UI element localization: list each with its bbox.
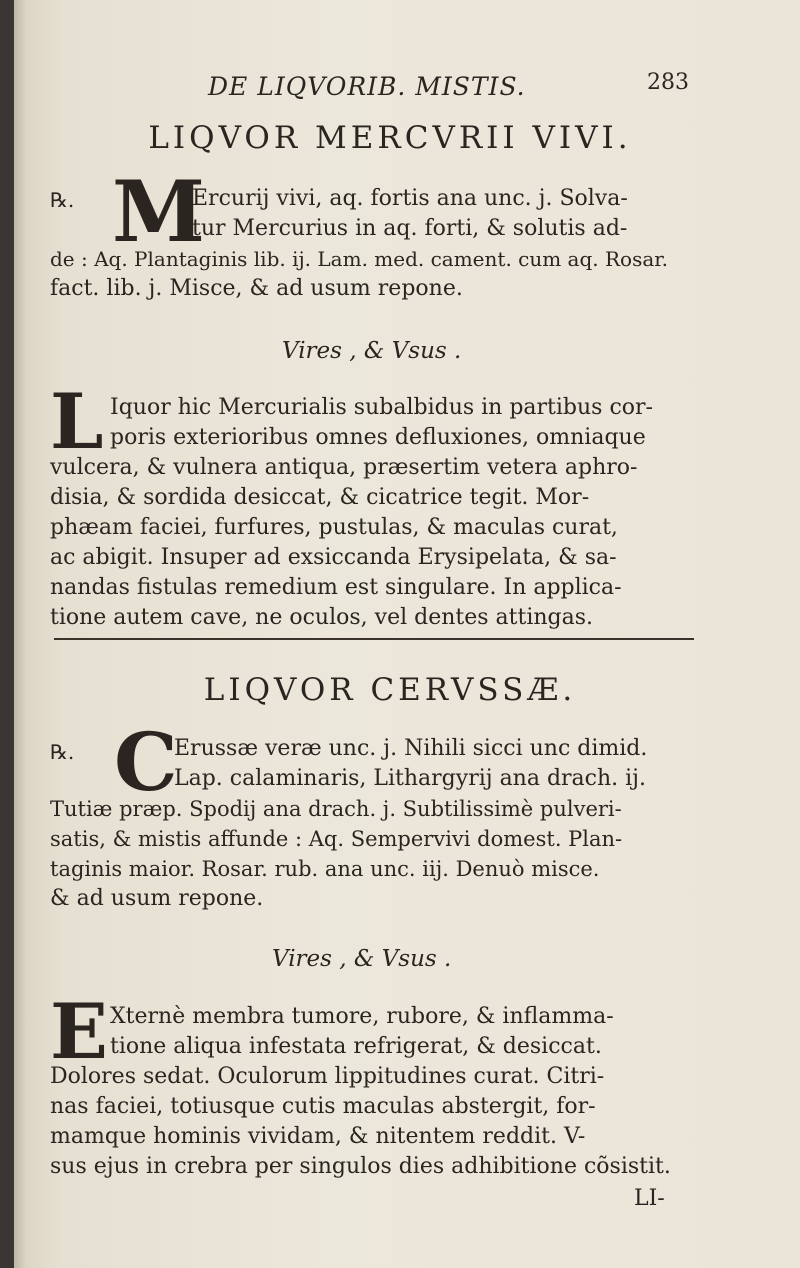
recipe-line-3: de : Aq. Plantaginis lib. ij. Lam. med. cament. cum aq. Rosar. bbox=[50, 247, 669, 271]
running-head bbox=[204, 66, 704, 100]
recipe-line-4: satis, & mistis affunde : Aq. Sempervivi domest. Plan- bbox=[50, 827, 623, 851]
section-divider bbox=[54, 638, 694, 640]
drop-capital-c: C bbox=[114, 715, 178, 809]
running-title: DE LIQVORIB. MISTIS. bbox=[208, 72, 526, 101]
drop-capital-l: L bbox=[50, 377, 104, 466]
section-title-mercurii: LIQVOR MERCVRII VIVI. bbox=[148, 120, 632, 156]
recipe-symbol: ℞. bbox=[50, 740, 75, 764]
vires-line-8: tione autem cave, ne oculos, vel dentes attingas. bbox=[50, 605, 594, 630]
recipe-symbol: ℞. bbox=[50, 188, 75, 212]
book-page bbox=[14, 0, 800, 1268]
recipe-line-1: Ercurij vivi, aq. fortis ana unc. j. Solva- bbox=[192, 186, 628, 211]
vires-line-6: ac abigit. Insuper ad exsiccanda Erysipelata, & sa- bbox=[50, 545, 617, 570]
vires-usus-heading: Vires , & Vsus . bbox=[272, 946, 452, 972]
vires-line-4: nas faciei, totiusque cutis maculas abstergit, for- bbox=[50, 1094, 596, 1119]
vires-line-2: poris exterioribus omnes defluxiones, omniaque bbox=[110, 425, 646, 450]
vires-line-6: sus ejus in crebra per singulos dies adhibitione cõsistit. bbox=[50, 1154, 671, 1179]
vires-line-5: phæam faciei, furfures, pustulas, & maculas curat, bbox=[50, 515, 618, 540]
page-number: 283 bbox=[647, 70, 689, 95]
drop-capital-e: E bbox=[50, 987, 108, 1076]
catchword: LI- bbox=[634, 1186, 665, 1211]
vires-line-5: mamque hominis vividam, & nitentem reddit. V- bbox=[50, 1124, 586, 1149]
vires-line-2: tione aliqua infestata refrigerat, & desiccat. bbox=[110, 1034, 602, 1059]
recipe-line-1: Erussæ veræ unc. j. Nihili sicci unc dimid. bbox=[174, 736, 648, 761]
vires-line-1: Iquor hic Mercurialis subalbidus in partibus cor- bbox=[110, 395, 653, 420]
vires-line-3: Dolores sedat. Oculorum lippitudines curat. Citri- bbox=[50, 1064, 605, 1089]
section-title-cerussae: LIQVOR CERVSSÆ. bbox=[203, 672, 577, 708]
drop-capital-m: M bbox=[112, 162, 205, 261]
recipe-line-6: & ad usum repone. bbox=[50, 886, 264, 911]
recipe-line-4: fact. lib. j. Misce, & ad usum repone. bbox=[50, 276, 463, 301]
recipe-line-2: tur Mercurius in aq. forti, & solutis ad- bbox=[192, 216, 628, 241]
vires-line-7: nandas fistulas remedium est singulare. In applica- bbox=[50, 575, 622, 600]
recipe-line-5: taginis maior. Rosar. rub. ana unc. iij. Denuò misce. bbox=[50, 857, 600, 881]
vires-usus-heading: Vires , & Vsus . bbox=[282, 338, 462, 364]
recipe-line-2: Lap. calaminaris, Lithargyrij ana drach. ij. bbox=[174, 766, 647, 791]
vires-line-1: Xternè membra tumore, rubore, & inflamma- bbox=[110, 1004, 614, 1029]
vires-line-4: disia, & sordida desiccat, & cicatrice tegit. Mor- bbox=[50, 485, 590, 510]
recipe-line-3: Tutiæ præp. Spodij ana drach. j. Subtilissimè pulveri- bbox=[50, 797, 622, 821]
vires-line-3: vulcera, & vulnera antiqua, præsertim vetera aphro- bbox=[50, 455, 638, 480]
